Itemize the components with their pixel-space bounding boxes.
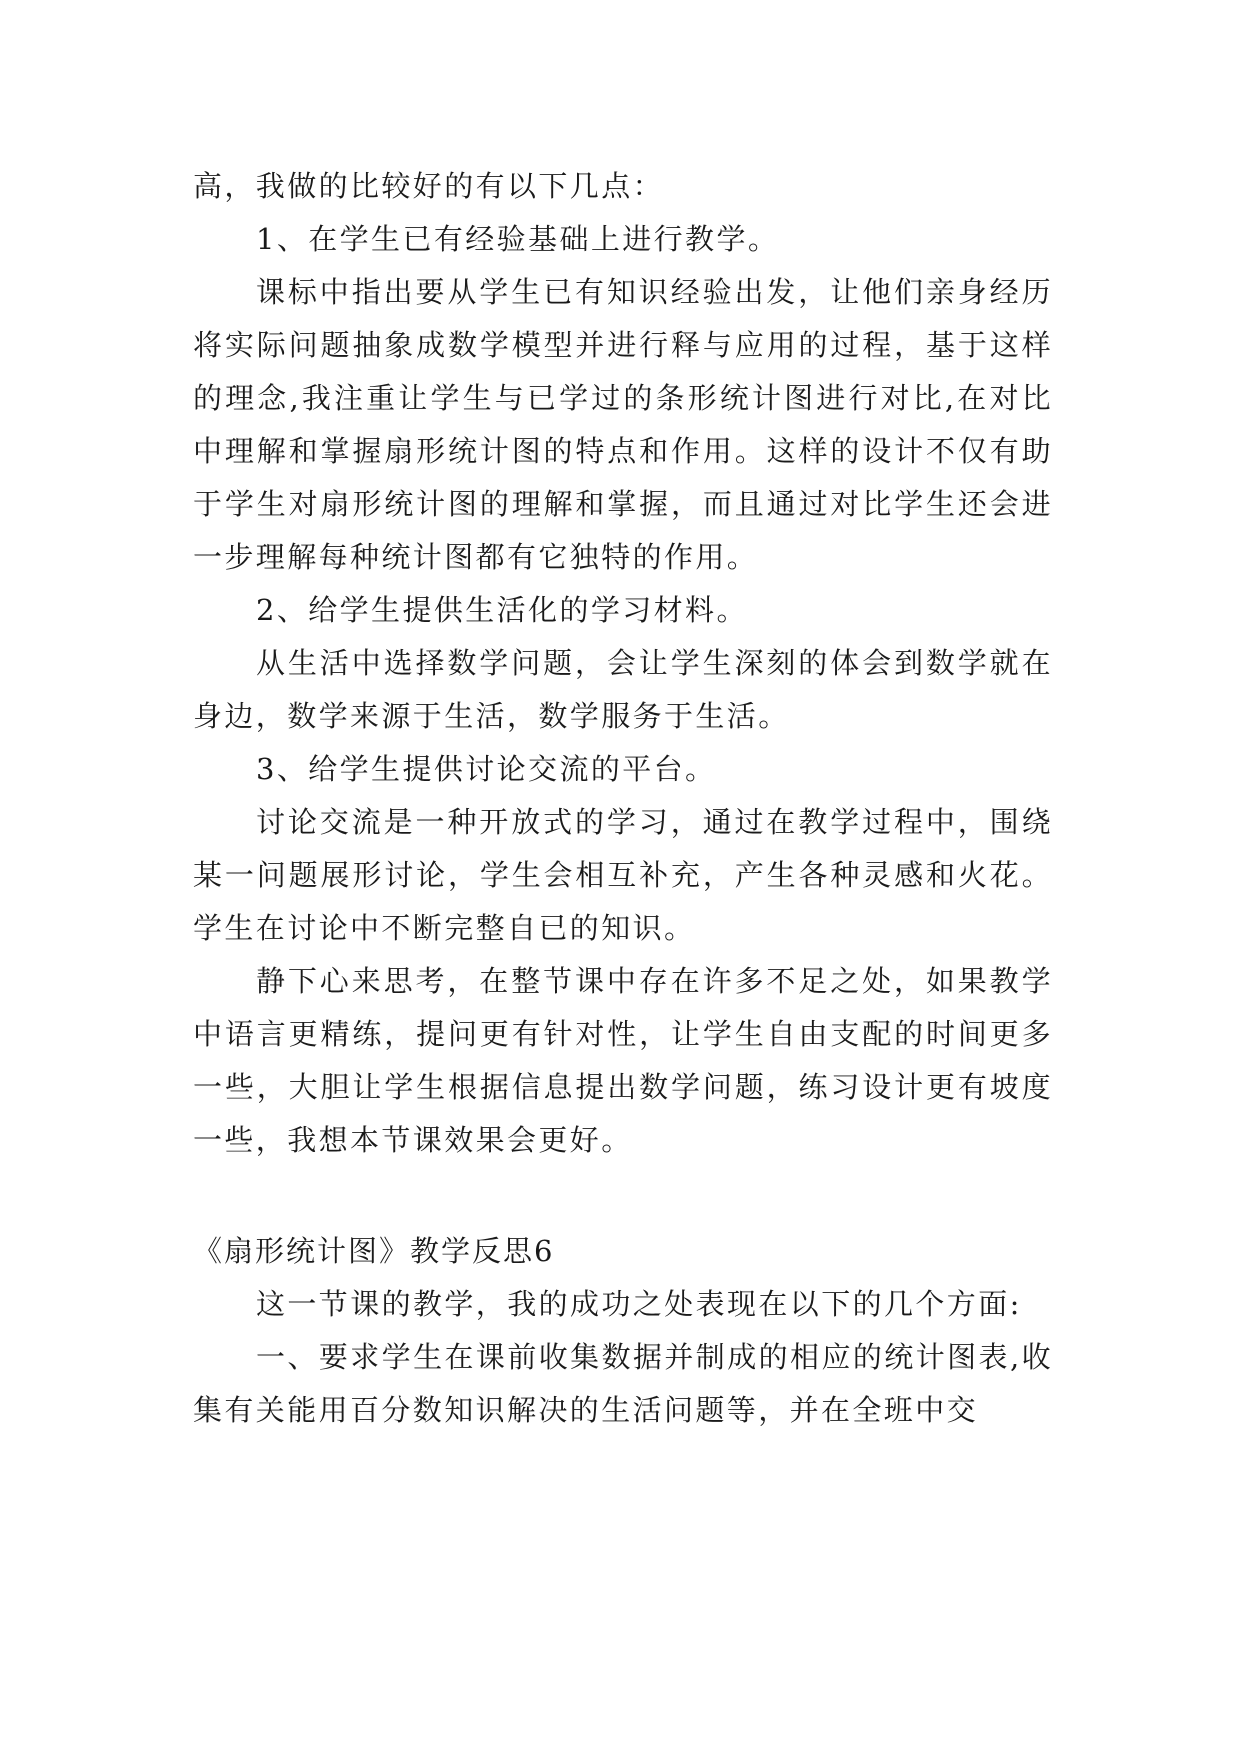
paragraph-2: 1、在学生已有经验基础上进行教学。 — [256, 222, 780, 256]
paragraph-4: 2、给学生提供生活化的学习材料。 — [256, 593, 748, 627]
paragraph-8: 静下心来思考，在整节课中存在许多不足之处，如果教学中语言更精练，提问更有针对性，让学生自由支配的时间更多一些，大胆让学生根据信息提出数学问题，练习设计更有坡度一些，我想本节课效果会更好。 — [193, 964, 1053, 1157]
paragraph-3: 课标中指出要从学生已有知识经验出发，让他们亲身经历将实际问题抽象成数学模型并进行释与应用的过程，基于这样的理念,我注重让学生与已学过的条形统计图进行对比,在对比中理解和掌握扇形统计图的特点和作用。这样的设计不仅有助于学生对扇形统计图的理解和掌握，而且通过对比学生还会进一步理解每种统计图都有它独特的作用。 — [193, 275, 1053, 574]
paragraph-6: 3、给学生提供讨论交流的平台。 — [256, 752, 717, 786]
paragraph-9: 这一节课的教学，我的成功之处表现在以下的几个方面: — [256, 1287, 1022, 1321]
paragraph-10: 一、要求学生在课前收集数据并制成的相应的统计图表,收集有关能用百分数知识解决的生活问题等，并在全班中交 — [193, 1340, 1053, 1427]
document-body — [193, 160, 1053, 1437]
section-title: 《扇形统计图》教学反思6 — [193, 1234, 555, 1268]
paragraph-5: 从生活中选择数学问题，会让学生深刻的体会到数学就在身边，数学来源于生活，数学服务于生活。 — [193, 646, 1053, 733]
paragraph-1: 高，我做的比较好的有以下几点： — [193, 169, 665, 203]
section-spacer — [193, 1167, 1053, 1225]
paragraph-7: 讨论交流是一种开放式的学习，通过在教学过程中，围绕某一问题展形讨论，学生会相互补充，产生各种灵感和火花。学生在讨论中不断完整自已的知识。 — [193, 805, 1053, 945]
